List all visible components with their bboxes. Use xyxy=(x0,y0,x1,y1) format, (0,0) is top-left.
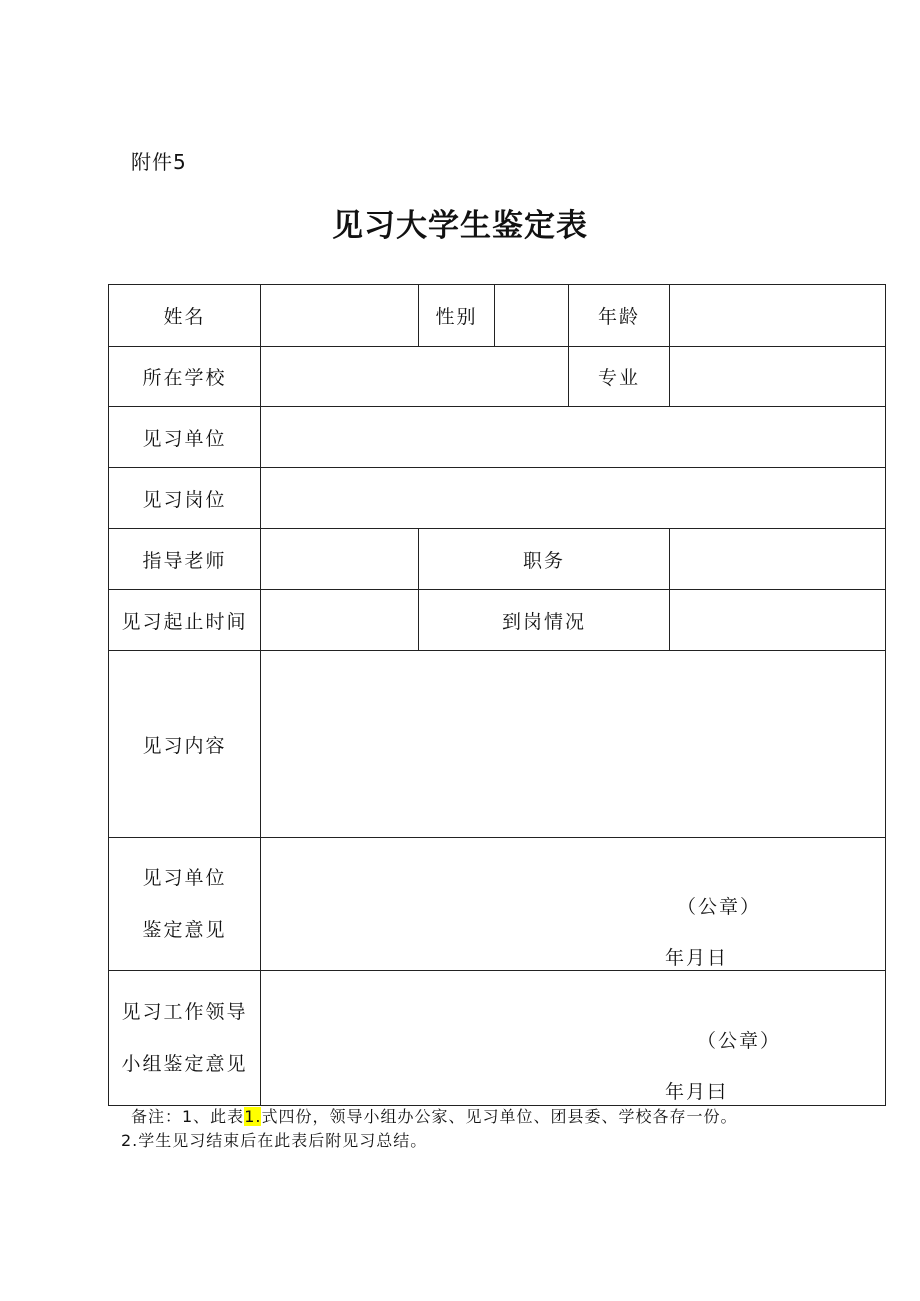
school-label: 所在学校 xyxy=(109,347,261,407)
page-title: 见习大学生鉴定表 xyxy=(332,208,588,244)
gender-field[interactable] xyxy=(495,285,569,347)
unit-opinion-label-line1: 见习单位 xyxy=(142,867,227,889)
note-line-2: 2.学生见习结束后在此表后附见习总结。 xyxy=(121,1131,428,1150)
group-date-text: 年月曰 xyxy=(665,1081,729,1103)
period-field[interactable] xyxy=(261,590,419,651)
unit-field[interactable] xyxy=(261,407,886,468)
name-field[interactable] xyxy=(261,285,419,347)
age-field[interactable] xyxy=(670,285,886,347)
content-label: 见习内容 xyxy=(109,651,261,838)
attachment-label: 附件5 xyxy=(131,150,187,174)
age-label: 年龄 xyxy=(569,285,670,347)
note-line-1-suffix: 式四份，领导小组办公家、见习单位、团县委、学校各存一份。 xyxy=(261,1107,738,1126)
unit-opinion-label-line2: 鉴定意见 xyxy=(142,919,227,941)
note-line-1-prefix: 备注：1、此表 xyxy=(131,1107,245,1126)
unit-label: 见习单位 xyxy=(109,407,261,468)
period-label: 见习起止时间 xyxy=(109,590,261,651)
unit-opinion-field[interactable] xyxy=(261,838,886,971)
post-field[interactable] xyxy=(261,468,886,529)
arrival-label: 到岗情况 xyxy=(419,590,670,651)
gender-label: 性别 xyxy=(419,285,495,347)
group-opinion-field[interactable] xyxy=(261,971,886,1106)
note-highlight: 1. xyxy=(244,1107,262,1126)
post-label: 见习岗位 xyxy=(109,468,261,529)
major-field[interactable] xyxy=(670,347,886,407)
arrival-field[interactable] xyxy=(670,590,886,651)
unit-opinion-label xyxy=(109,838,261,971)
name-label: 姓名 xyxy=(109,285,261,347)
group-opinion-label xyxy=(109,971,261,1106)
content-field[interactable] xyxy=(261,651,886,838)
notes xyxy=(121,1105,737,1153)
major-label: 专业 xyxy=(569,347,670,407)
unit-date-text: 年月日 xyxy=(665,947,729,969)
note-line-1 xyxy=(121,1105,737,1129)
appraisal-form-table xyxy=(108,284,886,1106)
group-opinion-label-line2: 小组鉴定意见 xyxy=(121,1053,248,1075)
school-field[interactable] xyxy=(261,347,569,407)
mentor-label: 指导老师 xyxy=(109,529,261,590)
group-seal-text: （公章） xyxy=(697,1030,782,1052)
group-opinion-label-line1: 见习工作领导 xyxy=(121,1001,248,1023)
position-label: 职务 xyxy=(419,529,670,590)
unit-seal-text: （公章） xyxy=(677,896,762,918)
mentor-field[interactable] xyxy=(261,529,419,590)
position-field[interactable] xyxy=(670,529,886,590)
